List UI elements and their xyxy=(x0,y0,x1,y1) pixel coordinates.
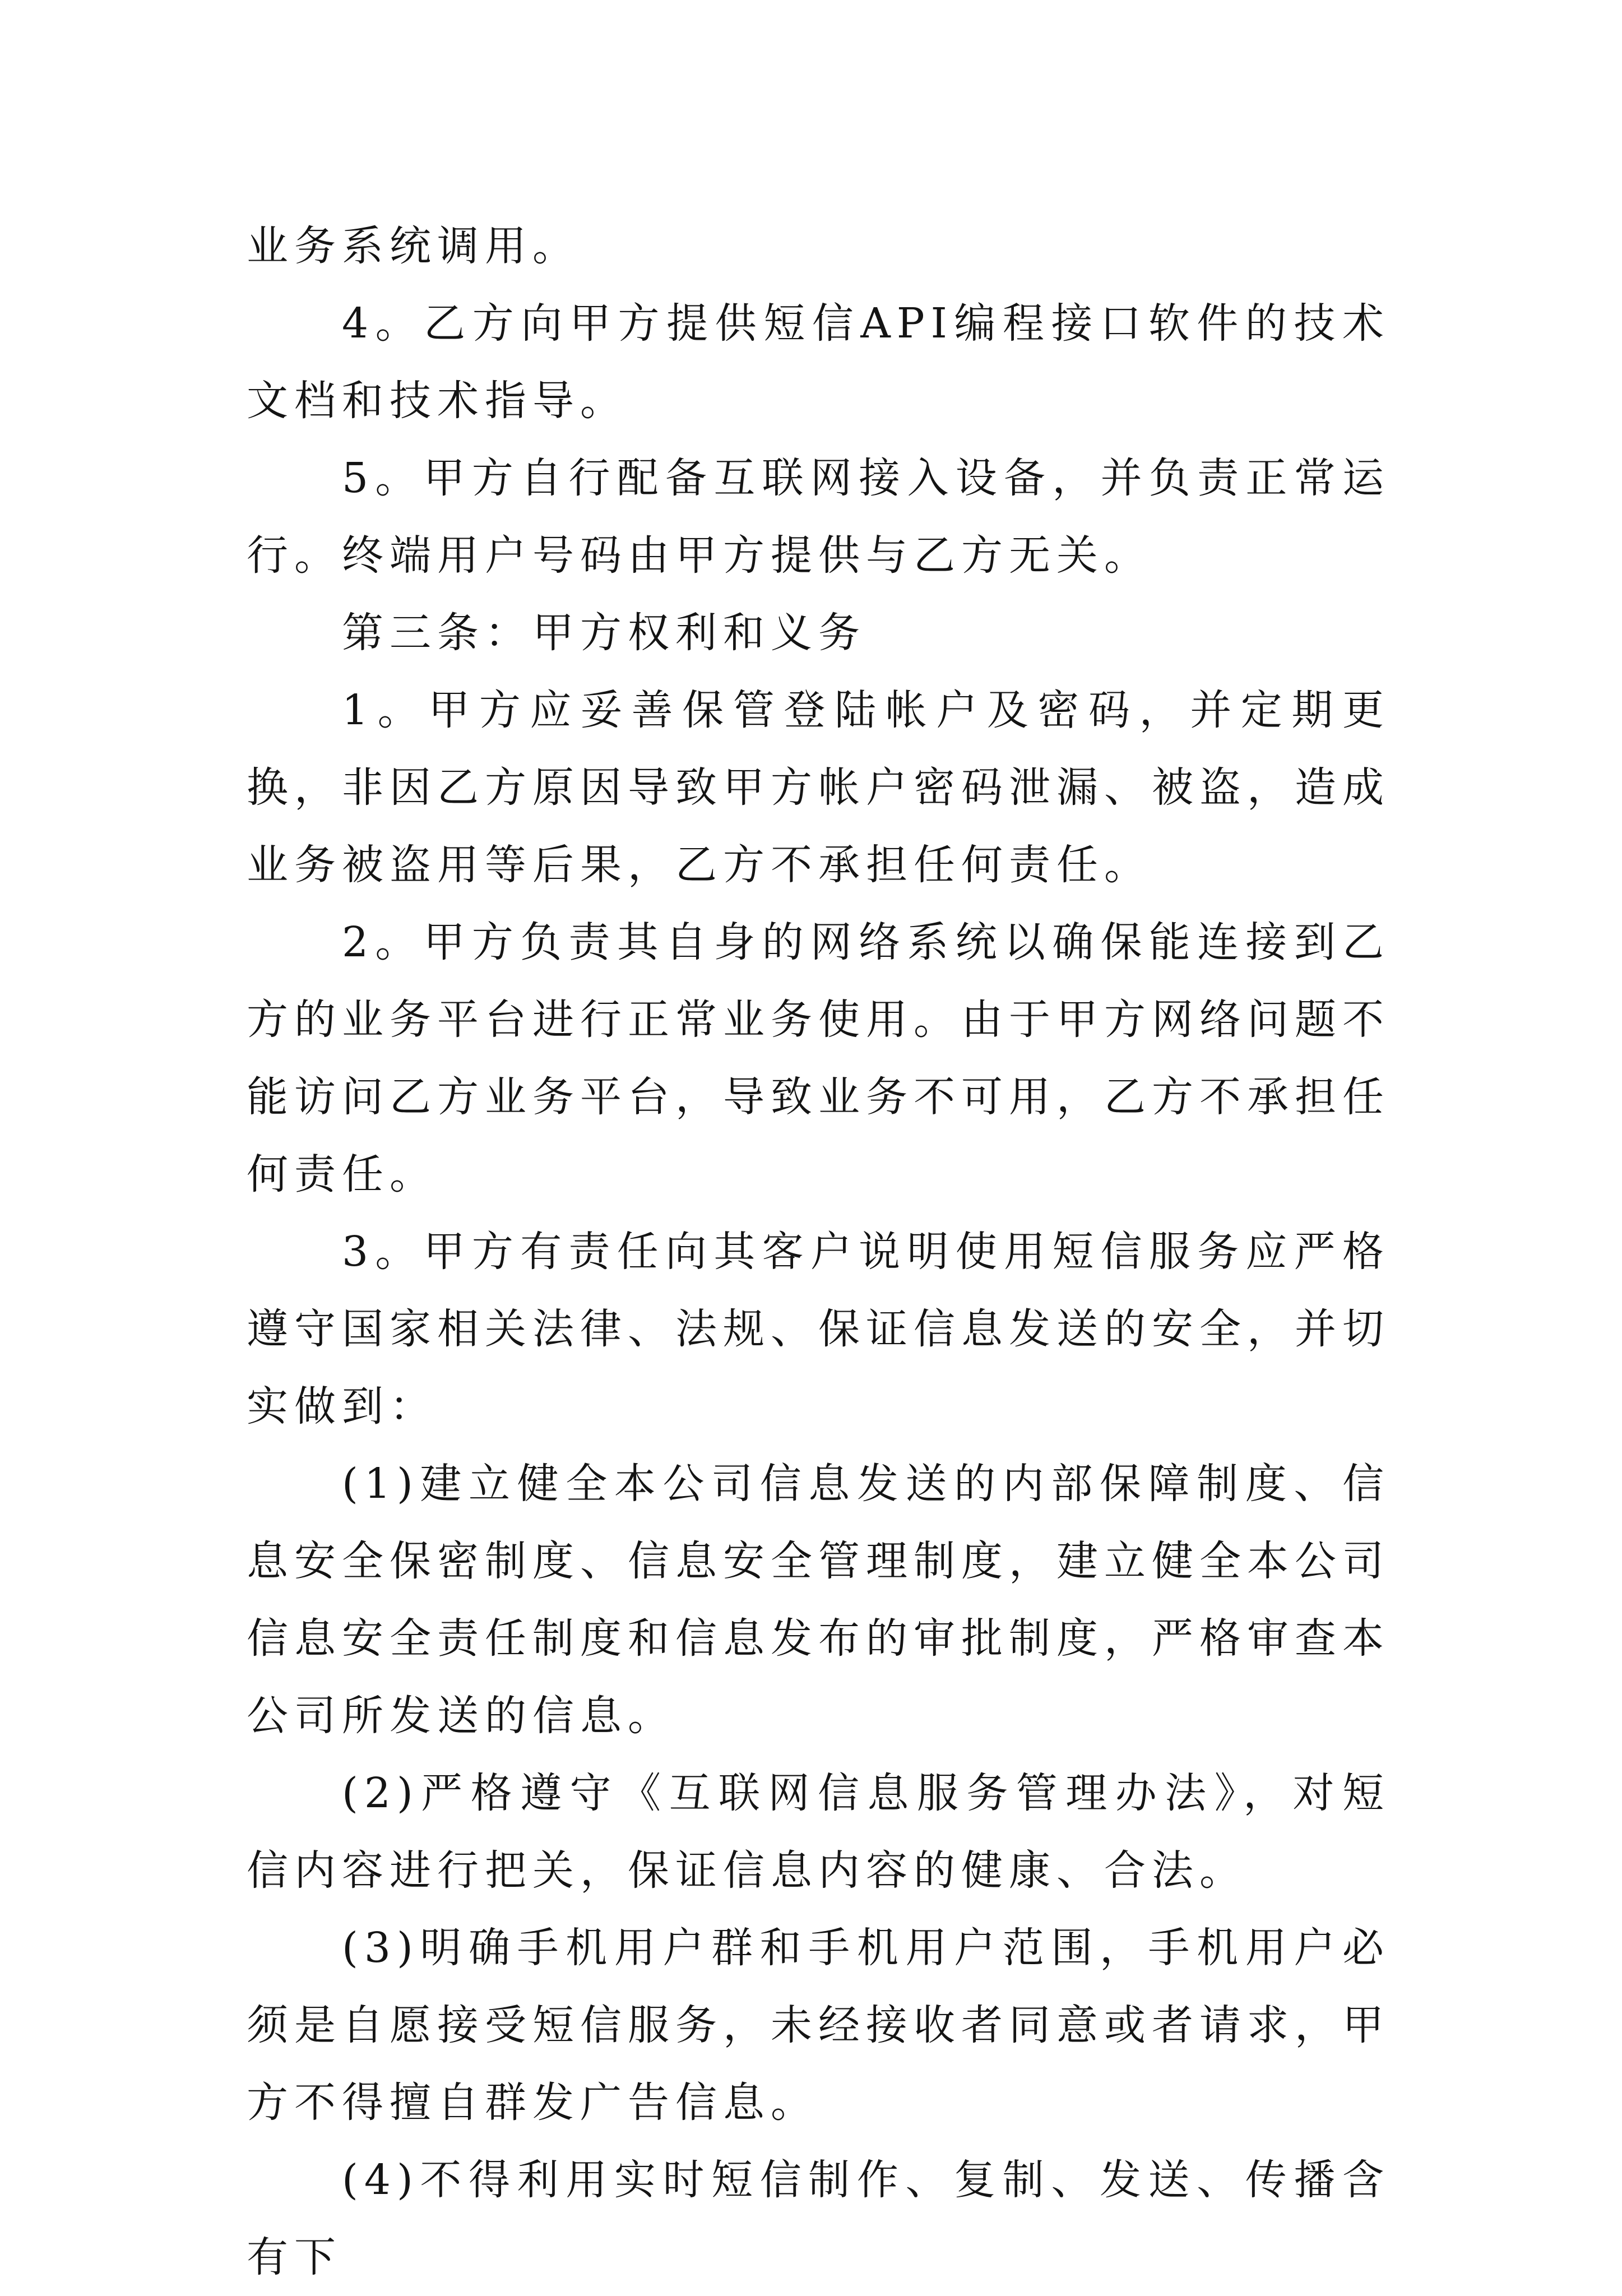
paragraph-subitem-1: (1)建立健全本公司信息发送的内部保障制度、信息安全保密制度、信息安全管理制度，建立健全本公司信息安全责任制度和信息发布的审批制度，严格审查本公司所发送的信息。 xyxy=(247,1460,1390,1740)
paragraph-item-3: 3。甲方有责任向其客户说明使用短信服务应严格遵守国家相关法律、法规、保证信息发送的安全，并切实做到： xyxy=(247,1228,1390,1431)
section-heading-article-3: 第三条：甲方权利和义务 xyxy=(342,609,866,657)
paragraph-item-4: 4。乙方向甲方提供短信API编程接口软件的技术文档和技术指导。 xyxy=(247,299,1390,425)
paragraph-subitem-3: (3)明确手机用户群和手机用户范围，手机用户必须是自愿接受短信服务，未经接收者同意或者请求，甲方不得擅自群发广告信息。 xyxy=(247,1924,1390,2127)
document-body xyxy=(247,207,1390,2296)
paragraph-item-5: 5。甲方自行配备互联网接入设备，并负责正常运行。终端用户号码由甲方提供与乙方无关。 xyxy=(247,454,1390,580)
paragraph-continuation: 业务系统调用。 xyxy=(247,222,580,270)
paragraph-subitem-2: (2)严格遵守《互联网信息服务管理办法》，对短信内容进行把关，保证信息内容的健康、合法。 xyxy=(247,1769,1390,1895)
paragraph-item-2: 2。甲方负责其自身的网络系统以确保能连接到乙方的业务平台进行正常业务使用。由于甲方网络问题不能访问乙方业务平台，导致业务不可用，乙方不承担任何责任。 xyxy=(247,918,1390,1198)
paragraph-item-1: 1。甲方应妥善保管登陆帐户及密码，并定期更换，非因乙方原因导致甲方帐户密码泄漏、被盗，造成业务被盗用等后果，乙方不承担任何责任。 xyxy=(247,686,1390,889)
paragraph-subitem-4: (4)不得利用实时短信制作、复制、发送、传播含有下 xyxy=(247,2156,1390,2281)
